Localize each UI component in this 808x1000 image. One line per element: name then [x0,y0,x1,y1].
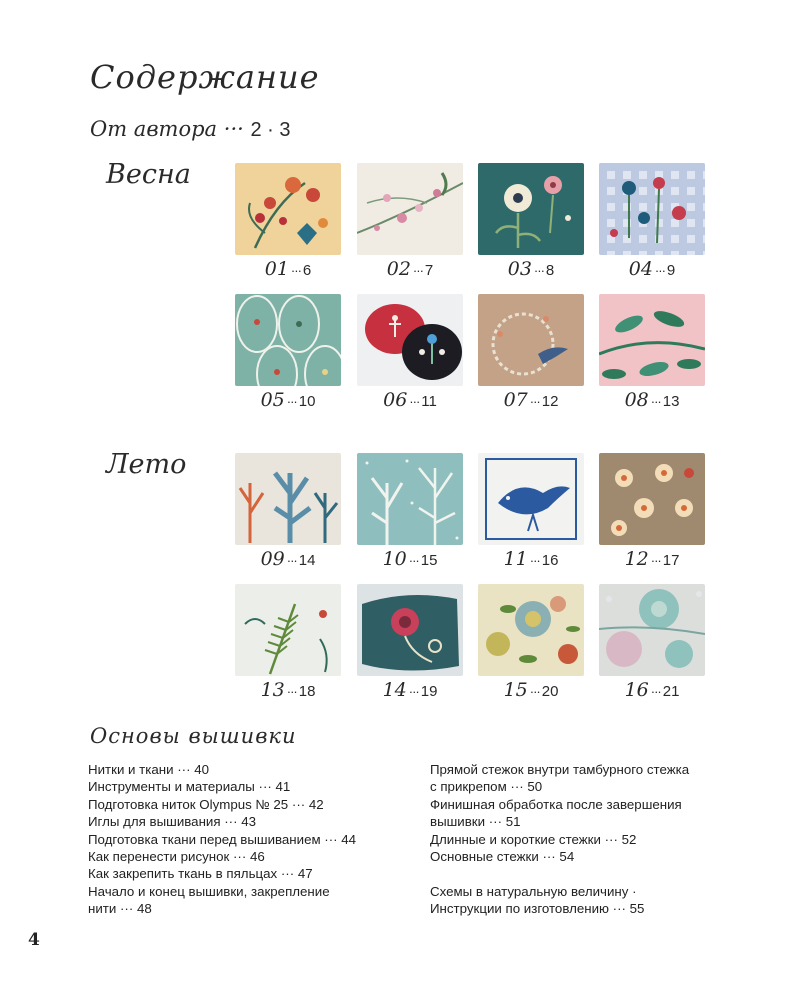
toc-item[interactable]: Основные стежки ··· 54 [430,849,575,865]
item-caption[interactable] [599,548,705,570]
item-caption[interactable] [235,548,341,570]
item-dots: ··· [650,553,661,568]
item-caption[interactable] [235,389,341,411]
basics-list-right [430,761,730,918]
item-caption[interactable] [235,258,341,280]
item-dots: ··· [650,394,661,409]
item-number: 08 [624,389,649,411]
basics-title: Основы вышивки [90,724,297,748]
item-dots: ··· [408,553,419,568]
item-caption[interactable] [478,258,584,280]
toc-item[interactable]: Инструменты и материалы ··· 41 [88,779,291,795]
embroidery-thumbnail[interactable] [235,294,341,386]
embroidery-thumbnail[interactable] [478,294,584,386]
item-caption[interactable] [599,389,705,411]
embroidery-thumbnail[interactable] [235,584,341,676]
item-number: 04 [628,258,653,280]
embroidery-thumbnail[interactable] [478,584,584,676]
item-page: 8 [545,262,555,279]
item-dots: ··· [290,263,301,278]
item-number: 11 [503,548,528,570]
embroidery-thumbnail[interactable] [599,163,705,255]
item-page: 20 [541,683,559,700]
toc-item[interactable]: Нитки и ткани ··· 40 [88,762,210,777]
item-number: 06 [383,389,408,411]
embroidery-thumbnail[interactable] [235,163,341,255]
item-number: 03 [507,258,532,280]
item-dots: ··· [529,394,540,409]
embroidery-thumbnail[interactable] [599,294,705,386]
season-spring-heading: Весна [106,159,191,190]
item-number: 07 [503,389,528,411]
item-number: 15 [503,679,528,701]
item-dots: ··· [654,263,665,278]
item-page: 6 [302,262,312,279]
toc-item[interactable]: нити ··· 48 [88,901,152,917]
item-caption[interactable] [235,679,341,701]
page-number: 4 [28,930,40,950]
toc-item[interactable]: Иглы для вышивания ··· 43 [88,814,256,830]
author-label: От автора [90,117,218,141]
toc-item[interactable]: Длинные и короткие стежки ··· 52 [430,831,637,847]
item-caption[interactable] [357,679,463,701]
page-title: Содержание [90,58,320,96]
item-number: 02 [386,258,411,280]
item-number: 13 [260,679,285,701]
toc-item[interactable]: Как закрепить ткань в пяльцах ··· 47 [88,866,313,882]
item-page: 18 [298,683,316,700]
toc-item[interactable]: Подготовка ниток Olympus № 25 ··· 42 [88,796,324,812]
embroidery-thumbnail[interactable] [357,294,463,386]
item-dots: ··· [408,684,419,699]
season-summer-heading: Лето [106,449,187,480]
toc-item[interactable]: Инструкции по изготовлению ··· 55 [430,901,645,917]
item-dots: ··· [286,684,297,699]
item-caption[interactable] [478,679,584,701]
item-page: 11 [421,393,437,410]
embroidery-thumbnail[interactable] [478,163,584,255]
toc-item[interactable]: Прямой стежок внутри тамбурного стежка [430,762,690,777]
item-number: 01 [264,258,289,280]
item-number: 05 [260,389,285,411]
item-page: 9 [666,262,676,279]
item-page: 10 [298,393,316,410]
item-page: 12 [541,393,559,410]
author-entry[interactable] [90,117,291,142]
item-page: 15 [420,552,438,569]
embroidery-thumbnail[interactable] [357,453,463,545]
item-number: 14 [382,679,407,701]
embroidery-thumbnail[interactable] [357,584,463,676]
toc-item[interactable]: Финишная обработка после завершения [430,796,682,812]
toc-item[interactable]: Начало и конец вышивки, закрепление [88,883,330,899]
item-caption[interactable] [478,389,584,411]
item-dots: ··· [533,263,544,278]
item-dots: ··· [529,553,540,568]
author-pages: 2 · 3 [250,119,291,141]
embroidery-thumbnail[interactable] [357,163,463,255]
embroidery-thumbnail[interactable] [599,453,705,545]
item-caption[interactable] [599,679,705,701]
item-page: 7 [424,262,434,279]
toc-item[interactable]: Подготовка ткани перед вышиванием ··· 44 [88,831,357,847]
item-dots: ··· [650,684,661,699]
item-number: 12 [624,548,649,570]
item-number: 16 [624,679,649,701]
toc-item[interactable]: с прикрепом ··· 50 [430,779,543,795]
embroidery-thumbnail[interactable] [478,453,584,545]
item-dots: ··· [286,394,297,409]
basics-list-left [88,761,398,918]
item-caption[interactable] [357,548,463,570]
author-dots: ··· [223,117,244,141]
item-dots: ··· [286,553,297,568]
item-dots: ··· [529,684,540,699]
item-caption[interactable] [357,389,463,411]
toc-item[interactable]: вышивки ··· 51 [430,814,521,830]
item-page: 21 [662,683,680,700]
item-dots: ··· [412,263,423,278]
item-number: 10 [382,548,407,570]
toc-item[interactable]: Схемы в натуральную величину · [430,883,637,899]
item-page: 14 [298,552,316,569]
item-dots: ··· [409,394,420,409]
item-page: 17 [662,552,680,569]
embroidery-thumbnail[interactable] [599,584,705,676]
embroidery-thumbnail[interactable] [235,453,341,545]
item-caption[interactable] [599,258,705,280]
item-caption[interactable] [357,258,463,280]
toc-item[interactable]: Как перенести рисунок ··· 46 [88,849,265,865]
item-page: 16 [541,552,559,569]
item-caption[interactable] [478,548,584,570]
item-page: 13 [662,393,680,410]
item-page: 19 [420,683,438,700]
item-number: 09 [260,548,285,570]
